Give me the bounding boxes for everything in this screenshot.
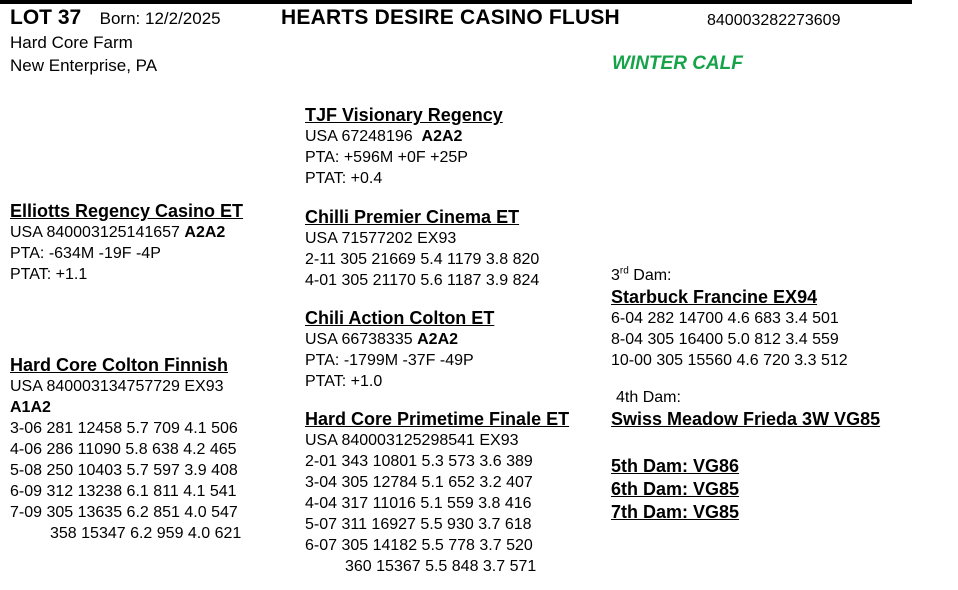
sire-dam-record: 4-01 305 21170 5.6 1187 3.9 824 (305, 272, 540, 289)
header-lot-line (10, 6, 221, 30)
dam-sire-ptat: PTAT: +1.0 (305, 373, 383, 390)
granddam-record: 2-01 343 10801 5.3 573 3.6 389 (305, 453, 533, 470)
dam-sire-gene: A2A2 (417, 331, 459, 348)
granddam-record: 5-07 311 16927 5.5 930 3.7 618 (305, 516, 532, 533)
sire-sire-gene: A2A2 (421, 128, 463, 145)
lot-number: LOT 37 (10, 6, 82, 29)
sire-block (10, 200, 243, 285)
third-dam-name: Starbuck Francine EX94 (611, 287, 818, 307)
winter-calf-tag: WINTER CALF (612, 53, 743, 74)
sire-reg: USA 840003125141657 (10, 224, 180, 241)
third-dam-label-num: 3 (611, 267, 620, 284)
sire-dam-reg: USA 71577202 EX93 (305, 230, 457, 247)
third-dam-block (611, 265, 848, 371)
seventh-dam: 7th Dam: VG85 (611, 502, 740, 522)
granddam-record-total: 360 15367 5.5 848 3.7 571 (345, 558, 537, 575)
dam-record-total: 358 15347 6.2 959 4.0 621 (50, 525, 242, 542)
dam-sire-block (305, 307, 494, 392)
fourth-dam-block (611, 387, 880, 430)
dam-record: 7-09 305 13635 6.2 851 4.0 547 (10, 504, 238, 521)
sire-dam-block (305, 206, 539, 291)
sire-name: Elliotts Regency Casino ET (10, 201, 244, 221)
sire-sire-reg: USA 67248196 (305, 128, 413, 145)
dam-record: 4-06 286 11090 5.8 638 4.2 465 (10, 441, 237, 458)
top-rule (0, 0, 912, 4)
dam-sire-name: Chili Action Colton ET (305, 308, 495, 328)
dam-gene: A1A2 (10, 399, 51, 416)
third-dam-record: 6-04 282 14700 4.6 683 3.4 501 (611, 310, 839, 327)
dam-record: 6-09 312 13238 6.1 811 4.1 541 (10, 483, 237, 500)
sire-pta: PTA: -634M -19F -4P (10, 245, 161, 262)
granddam-record: 3-04 305 12784 5.1 652 3.2 407 (305, 474, 533, 491)
dam-block (10, 354, 241, 544)
granddam-record: 6-07 305 14182 5.5 778 3.7 520 (305, 537, 533, 554)
dam-name: Hard Core Colton Finnish (10, 355, 228, 375)
third-dam-label-rest: Dam: (628, 267, 672, 284)
sire-dam-name: Chilli Premier Cinema ET (305, 207, 520, 227)
third-dam-label (611, 265, 848, 286)
granddam-record: 4-04 317 11016 5.1 559 3.8 416 (305, 495, 532, 512)
granddam-block (305, 408, 569, 577)
third-dam-label-sup: rd (619, 265, 629, 277)
sire-sire-name: TJF Visionary Regency (305, 105, 503, 125)
fifth-dam: 5th Dam: VG86 (611, 456, 740, 476)
sire-sire-reg-line (305, 126, 503, 147)
animal-title: HEARTS DESIRE CASINO FLUSH (281, 6, 620, 29)
fourth-dam-name: Swiss Meadow Frieda 3W VG85 (611, 409, 881, 429)
fourth-dam-label: 4th Dam: (616, 389, 681, 406)
dam-record: 5-08 250 10403 5.7 597 3.9 408 (10, 462, 238, 479)
sire-sire-block (305, 104, 503, 189)
third-dam-record: 8-04 305 16400 5.0 812 3.4 559 (611, 331, 839, 348)
other-dams-block (611, 455, 739, 524)
sire-sire-ptat: PTAT: +0.4 (305, 170, 383, 187)
sire-gene: A2A2 (184, 224, 226, 241)
third-dam-record: 10-00 305 15560 4.6 720 3.3 512 (611, 352, 848, 369)
granddam-reg: USA 840003125298541 EX93 (305, 432, 519, 449)
sire-reg-line (10, 222, 243, 243)
farm-location: New Enterprise, PA (10, 56, 158, 75)
sire-sire-pta: PTA: +596M +0F +25P (305, 149, 468, 166)
dam-reg: USA 840003134757729 EX93 (10, 378, 224, 395)
farm-name: Hard Core Farm (10, 33, 133, 52)
sixth-dam: 6th Dam: VG85 (611, 479, 740, 499)
sire-ptat: PTAT: +1.1 (10, 266, 88, 283)
dam-record: 3-06 281 12458 5.7 709 4.1 506 (10, 420, 238, 437)
dam-sire-reg-line (305, 329, 494, 350)
dam-sire-pta: PTA: -1799M -37F -49P (305, 352, 474, 369)
born-date: Born: 12/2/2025 (99, 9, 221, 28)
dam-sire-reg: USA 66738335 (305, 331, 413, 348)
animal-id: 840003282273609 (707, 12, 841, 29)
sire-dam-record: 2-11 305 21669 5.4 1179 3.8 820 (305, 251, 540, 268)
granddam-name: Hard Core Primetime Finale ET (305, 409, 570, 429)
